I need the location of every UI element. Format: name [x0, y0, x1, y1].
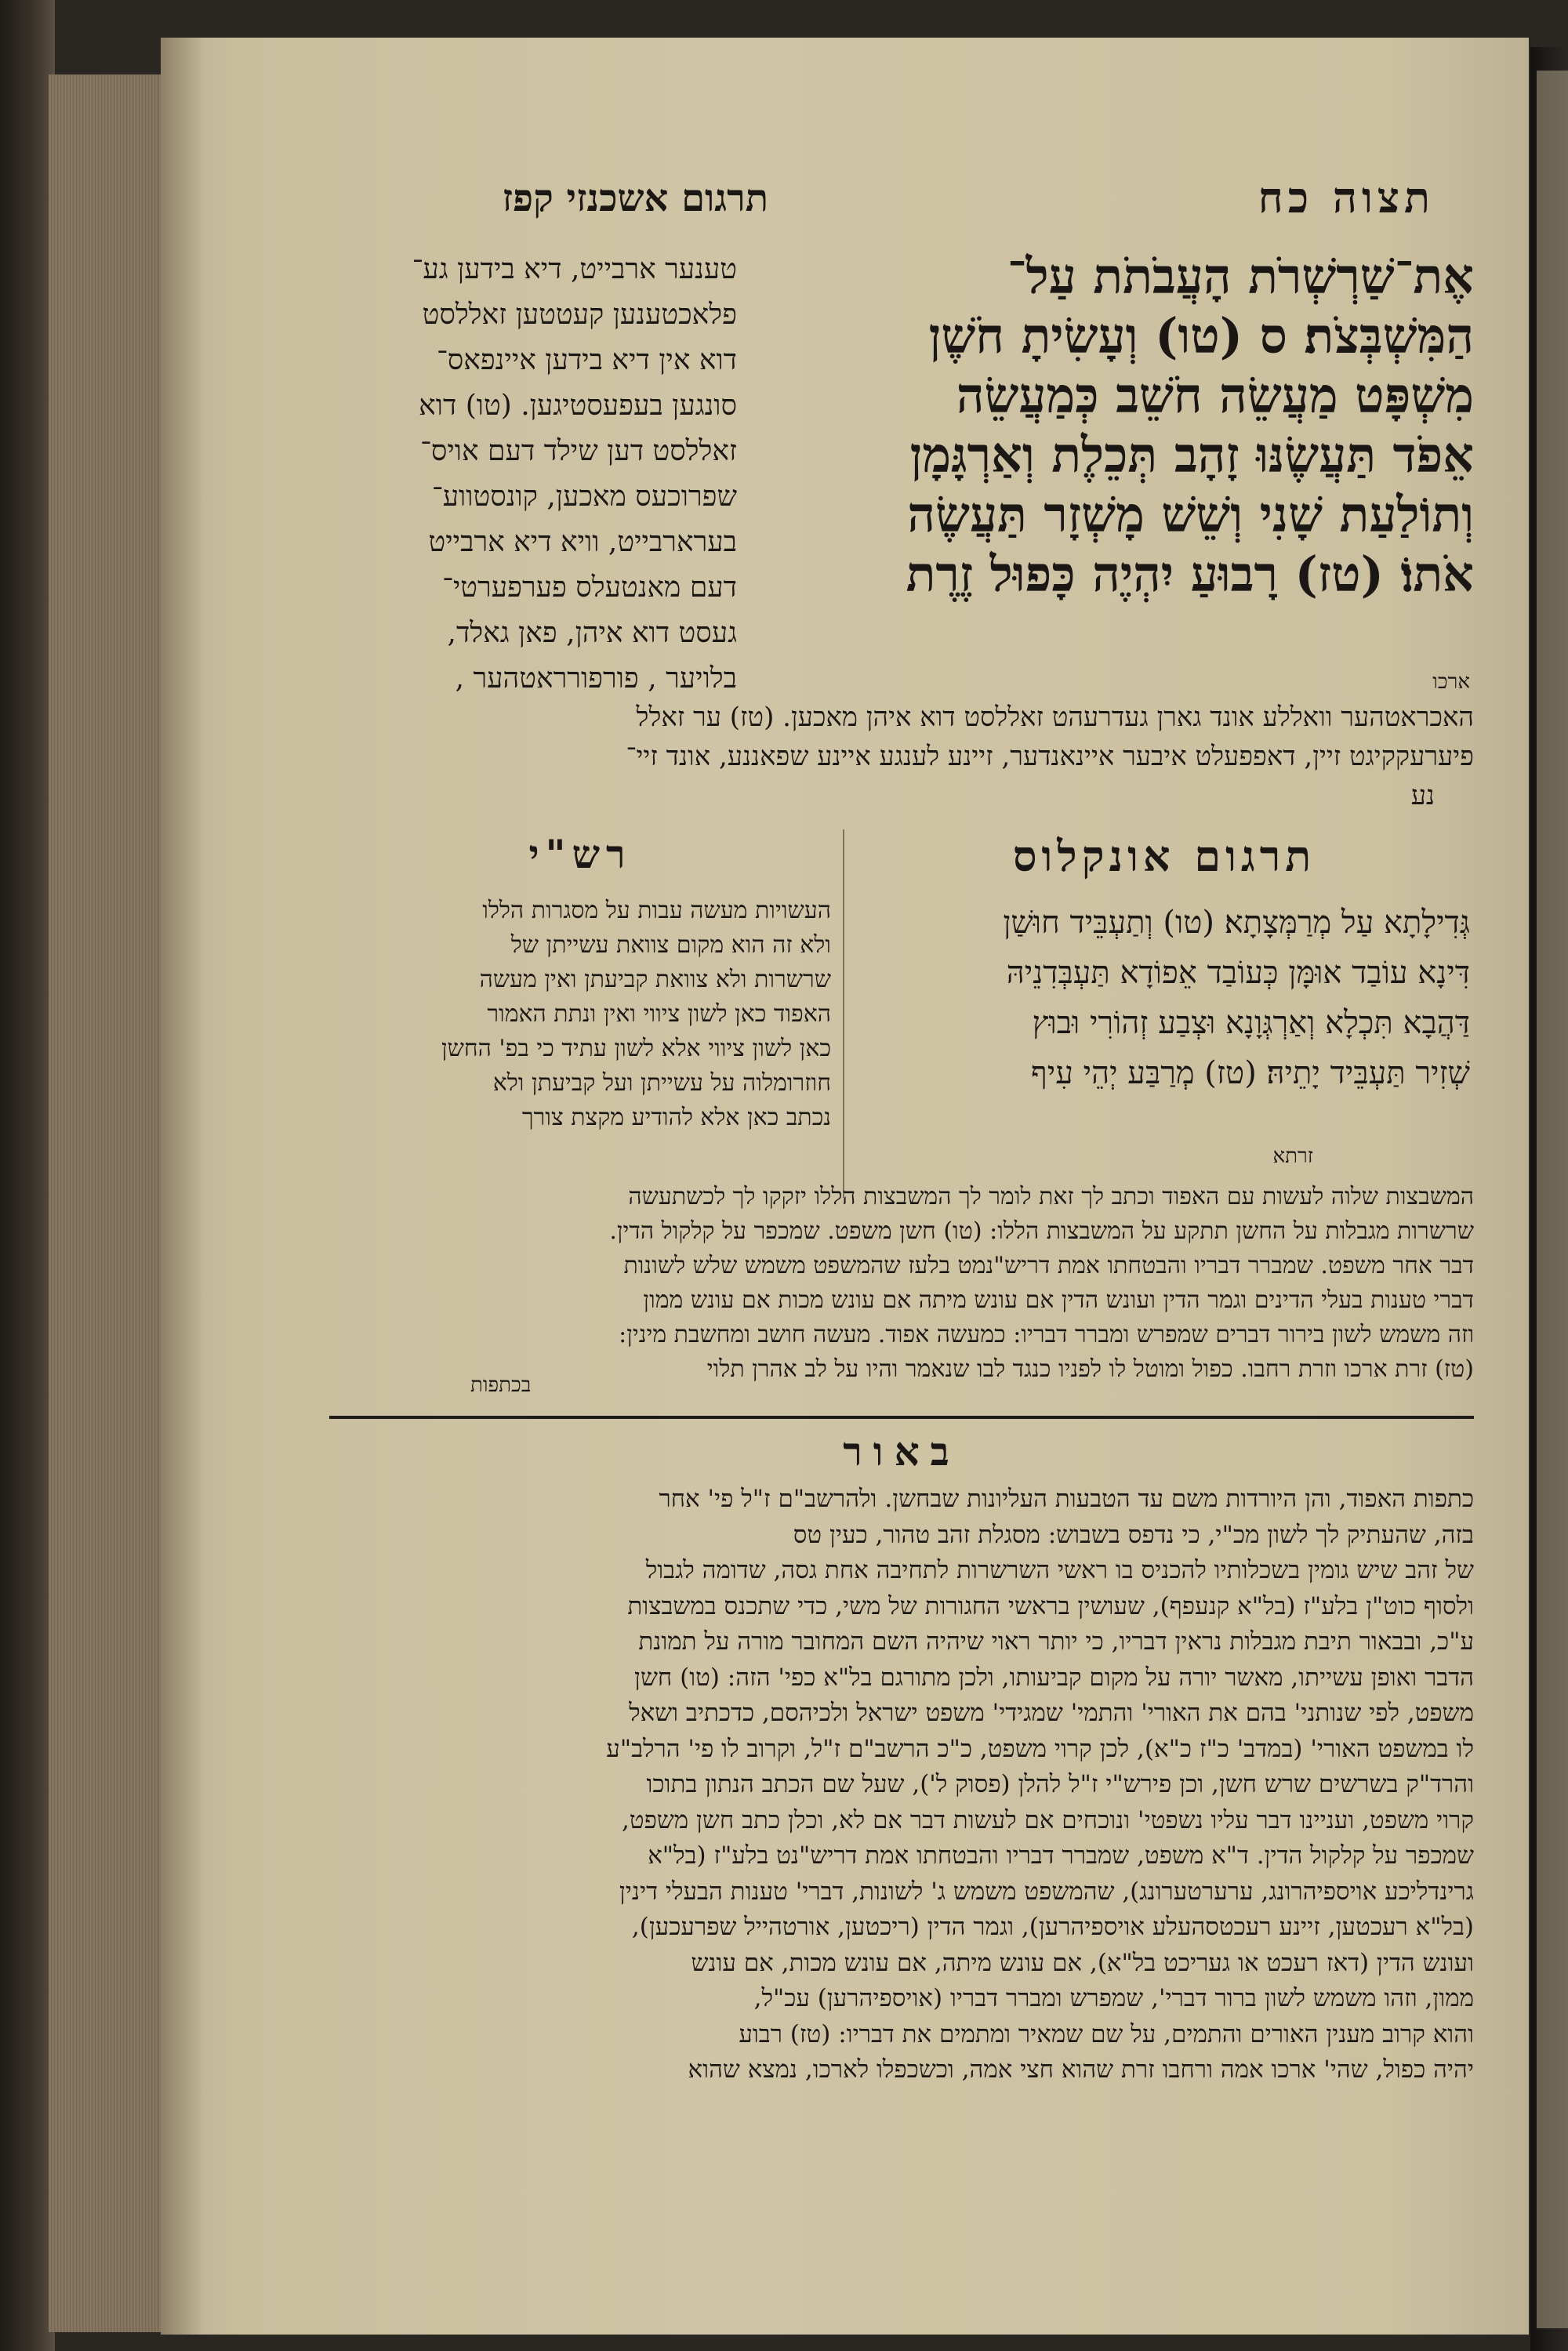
rashi-heading: רש"י: [528, 831, 632, 877]
biur-commentary: [329, 1482, 1474, 2088]
onkelos-line: שְׁזִיר תַּעְבֵּיד יָתֵיהּ׃ (טז) מְרַבַּע יְהֵי עִיף: [1031, 1055, 1470, 1091]
biur-line: גרינדליכע אויספיהרונג, ערערטערונג), שהמשפט משמש ג' לשונות, דברי' טענות הבעלי דינין: [619, 1877, 1474, 1906]
rashi-catchword: בכתפות: [470, 1373, 532, 1397]
rashi-line: שרשרות מגבלות על החשן תתקע על המשבצות הללו: (טו) חשן משפט. שמכפר על קלקול הדין.: [609, 1217, 1474, 1245]
translation-line: טענער ארבייט, דיא בידען גע־: [412, 253, 737, 285]
biur-line: קרוי משפט, ועניינו דבר עליו נשפטי' ונוכחים אם לעשות דבר אם לא, וכלן כתב חשן משפט,: [622, 1805, 1474, 1834]
rashi-continuation: [329, 1180, 1474, 1387]
translation-line: פלאכטענען קעטטען זאללסט: [422, 299, 737, 331]
onkelos-column: [858, 898, 1470, 1098]
biur-line: והוא קרוב מענין האורים והתמים, על שם שמאיר ומתמים את דבריו: (טז) רבוע: [739, 2019, 1474, 2048]
translation-line: דעם מאנטעלס פערפערטי־: [442, 571, 737, 604]
rashi-line: ולא זה הוא מקום צוואת עשייתן של: [510, 931, 831, 959]
biur-line: משפט, לפי שנותני' בהם את האורי' והתמי' שמגידי' משפט ישראל ולכיהסם, כדכתיב ושאל: [629, 1699, 1474, 1727]
verse-line: מִשְׁפָּט מַעֲשֵׂה חֹשֵׁב כְּמַעֲשֵׂה: [956, 367, 1474, 424]
verse-line: אֵפֹד תַּעֲשֶׂנּוּ זָהָב תְּכֵלֶת וְאַרְגָּמָן: [909, 426, 1474, 484]
rashi-column: [329, 894, 831, 1135]
rashi-line: העשויות מעשה עבות על מסגרות הללו: [482, 897, 831, 924]
translation-line: געסט דוא איהן, פאן גאלד,: [447, 617, 737, 649]
onkelos-line: דִּינָא עוֹבַד אוּמָּן כְּעוֹבַד אֵפוֹדָא תַּעְבְּדִנֵיהּ: [1006, 955, 1470, 991]
biur-line: שמכפר על קלקול הדין. ד"א משפט, שמברר דבריו והבטחתו אמת דריש"נט בלע"ז (בל"א: [648, 1841, 1474, 1870]
onkelos-catchword: זרתא: [1272, 1145, 1313, 1168]
biur-line: ע"כ, ובבאור תיבת מגבלות נראין דבריו, כי יותר ראוי שיהיה השם המחובר מורה על תמונת: [638, 1627, 1474, 1656]
rashi-line: שרשרות ולא צוואת קביעתן ואין מעשה: [479, 966, 831, 993]
german-translation-column: [329, 247, 737, 702]
biur-line: הדבר ואופן עשייתו, מאשר יורה על מקום קביעותו, ולכן מתורגם בל"א כפי' הזה: (טו) חשן: [634, 1663, 1474, 1692]
translation-line: האכראטהער וואללע אונד גארן געדרעהט זאללסט דוא איהן מאכען. (טז) ער זאלל: [636, 702, 1474, 733]
rashi-line: האפוד כאן לשון ציווי ואין ונתת האמור: [487, 1000, 831, 1028]
rashi-line: כאן לשון ציווי אלא לשון עתיד כי בפ' החשן: [441, 1035, 831, 1062]
translation-line: בלויער , פורפורראטהער ,: [455, 662, 737, 695]
translation-line: פיערעקקיגט זיין, דאפפעלט איבער איינאנדער, זיינע לענגע איינע שפאננע, אונד זיי־: [626, 741, 1474, 772]
biur-line: של זהב שיש גומין בשכלותיו להכניס בו ראשי השרשרות לתחיבה אחת גסה, שדומה לגבול: [645, 1556, 1474, 1584]
column-divider: [843, 829, 844, 1198]
rashi-line: (טז) זרת ארכו וזרת רחבו. כפול ומוטל לו לפניו כנגד לבו שנאמר והיו על לב אהרן תלוי: [706, 1355, 1474, 1383]
running-head-parasha: תצוה כח: [1258, 172, 1435, 223]
rashi-line: המשבצות שלוה לעשות עם האפוד וכתב לך זאת לומר לך המשבצות הללו יזקקו לך לכשתעשה: [628, 1183, 1474, 1210]
onkelos-line: גְּדִילָתָא עַל מְרַמְּצָתָא׃ (טו) וְתַעְבֵּיד חוּשַׁן: [1003, 905, 1470, 941]
torah-verse-text: [780, 247, 1474, 604]
german-translation-continuation: [329, 698, 1474, 815]
rashi-line: דברי טענות בעלי הדינים וגמר הדין ועונש הדין אם עונש מיתה אם עונש מכות אם עונש ממון: [643, 1286, 1474, 1314]
section-rule: [329, 1416, 1474, 1419]
gutter-shadow: [161, 38, 204, 2335]
biur-line: ולסוף כוט"ן בלע"ז (בל"א קנעפף), שעושין בראשי החגורות של משי, כדי שתכנס במשבצות: [627, 1591, 1474, 1620]
translation-line: זאללסט דען שילד דעם אויס־: [420, 435, 737, 467]
facing-page-edge: [1537, 71, 1568, 2328]
biur-line: כתפות האפוד, והן היורדות משם עד הטבעות העליונות שבחשן. ולהרשב"ם ז"ל פי' אחר: [659, 1485, 1474, 1513]
onkelos-line: דַּהֲבָא תִּכְלָא וְאַרְגְּוָנָא וּצְבַע זְהוֹרִי וּבוּץ: [1032, 1005, 1470, 1041]
book-edge-left: [0, 0, 55, 2351]
translation-line: נע: [1410, 780, 1435, 811]
rashi-line: חוזרומלוה על עשייתן ועל קביעתן ולא: [492, 1069, 831, 1097]
rashi-line: נכתב כאן אלא להודיע מקצת צורך: [521, 1104, 831, 1131]
biur-line: ממון, וזהו משמש לשון ברור דברי', שמפרש ומברר דבריו (אויספיהרען) עכ"ל,: [753, 1984, 1474, 2012]
translation-line: סונגען בעפעסטיגען. (טו) דוא: [419, 390, 737, 422]
biur-line: ועונש הדין (דאז רעכט או געריכט בל"א), אם עונש מיתה, אם עונש מכות, אם עונש: [691, 1948, 1474, 1977]
biur-line: יהיה כפול, שהי' ארכו אמה ורחבו זרת שהוא חצי אמה, וכשכפלו לארכו, נמצא שהוא: [688, 2055, 1474, 2084]
rashi-line: דבר אחר משפט. שמברר דבריו והבטחתו אמת דריש"נמט בלעז שהמשפט משמש שלש לשונות: [623, 1252, 1474, 1279]
translation-line: בערארבייט, וויא דיא ארבייט: [428, 526, 737, 558]
biur-line: והרד"ק בשרשים שרש חשן, וכן פירש"י ז"ל להלן (פסוק ל'), שעל שם הכתב הנתון בתוכו: [646, 1770, 1474, 1798]
rashi-line: וזה משמש לשון בירור דברים שמפרש ומברר דבריו: כמעשה אפוד. מעשה חושב ומחשבת מינין:: [619, 1321, 1474, 1348]
biur-heading: באור: [843, 1428, 960, 1475]
biur-line: בזה, שהעתיק לך לשון מכ"י, כי נדפס בשבוש: מסגלת זהב טהור, כעין טס: [793, 1520, 1474, 1549]
verse-catchword: ארכו: [1432, 670, 1470, 694]
verse-line: הַמִּשְׁבְּצֹת׃ ס (טו) וְעָשִׂיתָ חֹשֶׁן: [928, 307, 1474, 365]
translation-line: שפרוכעס מאכען, קונסטווע־: [431, 481, 737, 513]
translation-line: דוא אין דיא בידען איינפאס־: [436, 344, 737, 376]
verse-line: אֶת־שַׁרְשְׁרֹת הָעֲבֹתֹת עַל־: [1007, 248, 1474, 305]
onkelos-heading: תרגום אונקלוס: [1012, 831, 1316, 881]
verse-line: אֹתוֹ׃ (טז) רָבוּעַ יִהְיֶה כָּפוּל זֶרֶת: [906, 546, 1474, 603]
biur-line: (בל"א רעכטען, זיינע רעכטסהעלע אויספיהרען), וגמר הדין (ריכטען, אורטהייל שפרעכען),: [631, 1913, 1474, 1941]
running-head-translation: תרגום אשכנזי קפז: [502, 176, 768, 220]
verse-line: וְתוֹלַעַת שָׁנִי וְשֵׁשׁ מָשְׁזָר תַּעֲשֶׂה: [907, 486, 1474, 543]
page-stack: [49, 74, 166, 2332]
biur-line: לו במשפט האורי' (במדב' כ"ז כ"א), לכן קרוי משפט, כ"כ הרשב"ם ז"ל, וקרוב לו פי' הרלב"ע: [606, 1734, 1474, 1763]
